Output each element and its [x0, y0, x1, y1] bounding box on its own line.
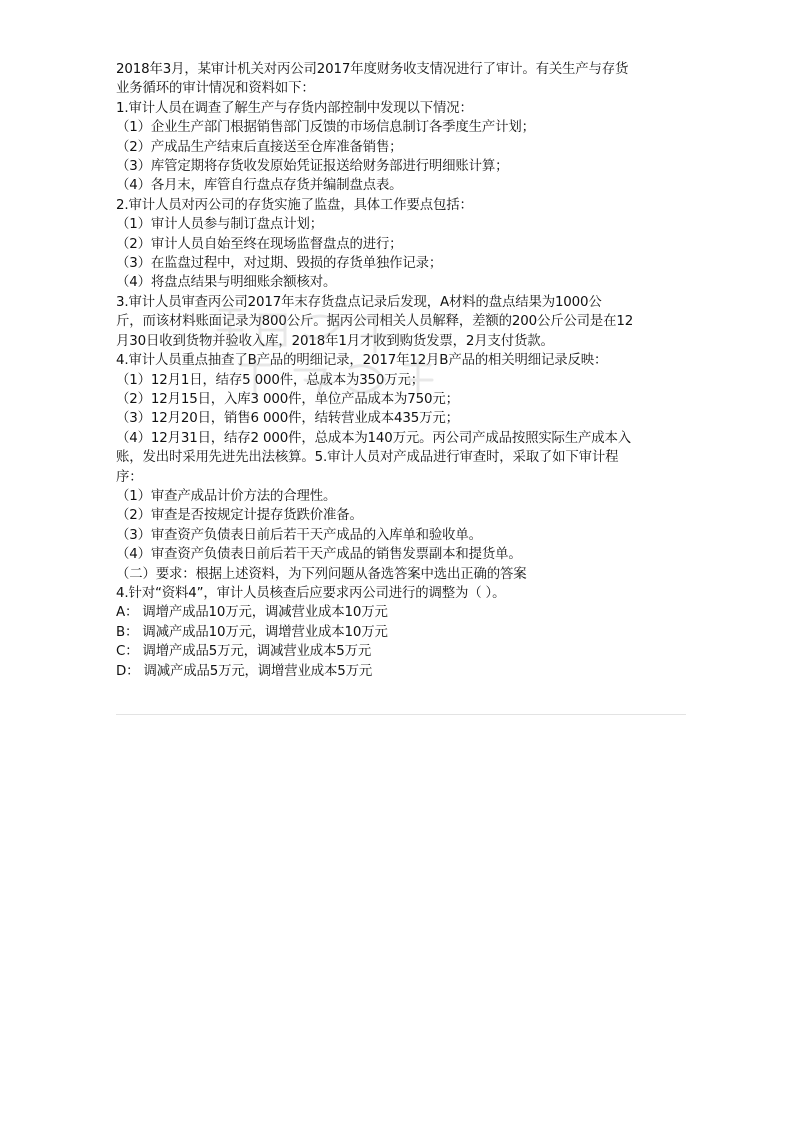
section-5-continuation: 序：	[116, 469, 143, 485]
section-4-item-3: （3）12月20日，销售6 000件，结转营业成本435万元；	[116, 411, 459, 427]
section-3-line-2: 斤，而该材料账面记录为800公斤。据丙公司相关人员解释，差额的200公斤公司是在12	[116, 314, 634, 330]
section-2-item-1: （1）审计人员参与制订盘点计划；	[116, 217, 323, 233]
section-5-item-4: （4）审查资产负债表日前后若干天产成品的销售发票副本和提货单。	[116, 547, 522, 563]
section-2-item-2: （2）审计人员自始至终在现场监督盘点的进行；	[116, 236, 403, 252]
section-4-5-continuation: 账，发出时采用先进先出法核算。5.审计人员对产成品进行审查时，采取了如下审计程	[116, 450, 619, 466]
section-4-item-2: （2）12月15日，入库3 000件，单位产品成本为750元；	[116, 391, 459, 407]
option-a: A： 调增产成品10万元，调减营业成本10万元	[116, 605, 388, 621]
section-5-item-2: （2）审查是否按规定计提存货跌价准备。	[116, 508, 363, 524]
option-b: B： 调减产成品10万元，调增营业成本10万元	[116, 624, 388, 640]
section-4-heading: 4.审计人员重点抽查了B产品的明细记录，2017年12月B产品的相关明细记录反映：	[116, 353, 608, 369]
section-1-item-1: （1）企业生产部门根据销售部门反馈的市场信息制订各季度生产计划；	[116, 120, 535, 136]
section-5-item-3: （3）审查资产负债表日前后若干天产成品的入库单和验收单。	[116, 527, 482, 543]
section-2-item-4: （4）将盘点结果与明细账余额核对。	[116, 275, 337, 291]
section-4-item-1: （1）12月1日，结存5 000件，总成本为350万元；	[116, 372, 425, 388]
option-d: D： 调减产成品5万元，调增营业成本5万元	[116, 663, 373, 679]
intro-line-1: 2018年3月，某审计机关对丙公司2017年度财务收支情况进行了审计。有关生产与存货	[116, 62, 629, 77]
intro-line-2: 业务循环的审计情况和资料如下：	[116, 81, 315, 97]
section-4-item-4: （4）12月31日，结存2 000件，总成本为140万元。丙公司产成品按照实际生产成本入	[116, 430, 631, 446]
section-1-heading: 1.审计人员在调查了解生产与存货内部控制中发现以下情况：	[116, 100, 473, 116]
section-5-item-1: （1）审查产成品计价方法的合理性。	[116, 488, 337, 504]
requirement-line: （二）要求：根据上述资料，为下列问题从备选答案中选出正确的答案	[116, 566, 527, 582]
option-c: C： 调增产成品5万元，调减营业成本5万元	[116, 644, 372, 660]
section-2-item-3: （3）在监盘过程中，对过期、毁损的存货单独作记录；	[116, 256, 443, 272]
section-1-item-2: （2）产成品生产结束后直接送至仓库准备销售；	[116, 139, 403, 155]
question-text: 4.针对“资料4”，审计人员核查后应要求丙公司进行的调整为（ ）。	[116, 585, 506, 601]
section-3-line-3: 月30日收到货物并验收入库，2018年1月才收到购货发票，2月支付货款。	[116, 333, 554, 349]
section-1-item-4: （4）各月末，库管自行盘点存货并编制盘点表。	[116, 178, 403, 194]
section-3-line-1: 3.审计人员审查丙公司2017年末存货盘点记录后发现，A材料的盘点结果为1000公	[116, 294, 602, 310]
section-1-item-3: （3）库管定期将存货收发原始凭证报送给财务部进行明细账计算；	[116, 159, 509, 175]
section-2-heading: 2.审计人员对丙公司的存货实施了监盘，具体工作要点包括：	[116, 197, 473, 213]
bottom-divider	[116, 714, 686, 715]
document-body	[116, 60, 686, 681]
